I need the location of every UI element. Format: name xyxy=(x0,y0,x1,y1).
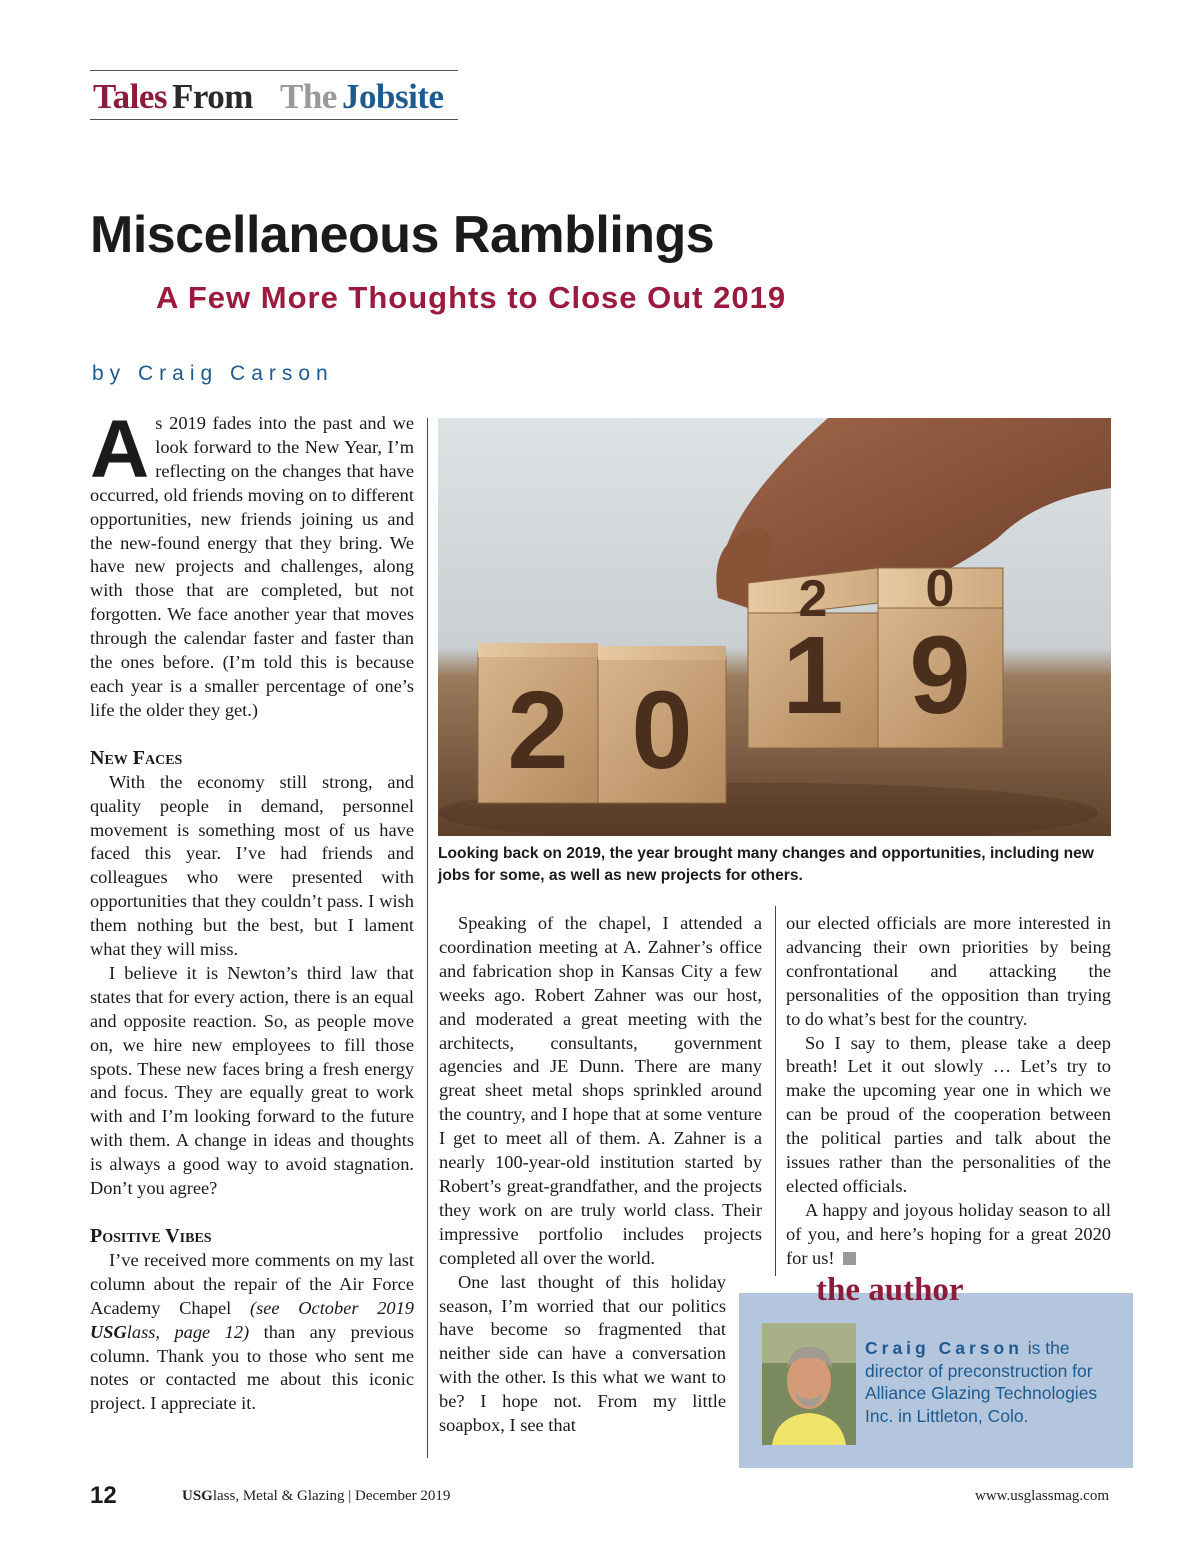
footer-pub-bold: USG xyxy=(182,1488,213,1504)
footer-separator: | xyxy=(348,1488,355,1504)
author-box xyxy=(739,1293,1133,1468)
section-tag-from: From xyxy=(172,77,253,116)
closing-text: A happy and joyous holiday season to all of you, and here’s hoping for a great 2020 for us! xyxy=(786,1199,1111,1268)
section-heading-new-faces: New Faces xyxy=(90,746,183,769)
reference-text: (see October 2019 xyxy=(249,1297,414,1318)
block-digit: 2 xyxy=(798,570,828,628)
footer-url: www.usglassmag.com xyxy=(975,1488,1110,1504)
photo-caption: Looking back on 2019, the year brought many changes and opportunities, including new jobs for some, as well as new projects for others. xyxy=(438,845,1094,884)
paragraph: With the economy still strong, and quality people in demand, personnel movement is something most of us have faced this year. I’ve had friends and colleagues who were presented with opportunities that they couldn’t pass. I wish them nothing but the best, but I lament what they will miss. xyxy=(90,771,414,960)
block-digit: 1 xyxy=(782,614,844,737)
paragraph-text: than any previous column. Thank you to those who sent me notes or contacted me about this iconic project. I appreciate it. xyxy=(90,1321,415,1414)
author-bio-text: is the director of preconstruction for Alliance Glazing Technologies Inc. in Littleton, Colo. xyxy=(865,1338,1098,1426)
paragraph: So I say to them, please take a deep breath! Let it out slowly … Let’s try to make the upcoming year one in which we can be proud of the cooperation between the political parties and talk about the issues rather than the personalities of the elected officials. xyxy=(786,1032,1111,1196)
author-bio xyxy=(865,1337,1123,1427)
section-tag-the: The xyxy=(280,77,337,116)
paragraph: Speaking of the chapel, I attended a coordination meeting at A. Zahner’s office and fabrication shop in Kansas City a few weeks ago. Robert Zahner was our host, and moderated a great meeting with the architects, consultants, government agencies and JE Dunn. There are many great sheet metal shops sprinkled around the country, and I hope that at some venture I get to meet all of them. A. Zahner is a nearly 100-year-old institution started by Robert’s great-grandfather, and the projects they work on are truly world class. Their impressive portfolio includes projects completed all over the world. xyxy=(439,913,762,1268)
footer-publication xyxy=(182,1488,450,1505)
photo-wooden-blocks xyxy=(438,418,1111,836)
drop-cap: A xyxy=(90,404,150,495)
paragraph: I believe it is Newton’s third law that states that for every action, there is an equal and opposite reaction. So, as people move on, we hire new employees to fill those spots. These new faces bring a fresh energy and focus. They are equally great to work with and I’m looking forward to the future with them. A change in ideas and thoughts is always a good way to avoid stagnation. Don’t you agree? xyxy=(90,962,414,1199)
intro-paragraph xyxy=(90,404,414,723)
paragraph: our elected officials are more interested in advancing their own priorities by being confrontational and attacking the personalities of the opposition than trying to do what’s best for the country. xyxy=(786,913,1111,1029)
article-title: Miscellaneous Ramblings xyxy=(90,206,715,264)
byline: by Craig Carson xyxy=(92,362,334,385)
article-subtitle: A Few More Thoughts to Close Out 2019 xyxy=(156,280,787,315)
paragraph xyxy=(90,1249,414,1416)
column-1 xyxy=(90,404,415,1416)
paragraph xyxy=(786,1199,1111,1271)
section-tag xyxy=(90,70,458,120)
column-divider xyxy=(427,418,428,1458)
end-mark-icon xyxy=(843,1252,856,1265)
section-heading-positive-vibes: Positive Vibes xyxy=(90,1225,212,1247)
reference-bold: USG xyxy=(90,1321,127,1342)
section-tag-jobsite: Jobsite xyxy=(342,77,444,116)
block-digit: 2 xyxy=(507,669,569,792)
intro-text: s 2019 fades into the past and we look forward to the New Year, I’m reflecting on the changes that have occurred, old friends moving on to different opportunities, new friends joining us and the new-found energy that they bring. We have new projects and challenges, along with those that are completed, but not forgotten. We face another year that moves through the calendar faster and faster than the ones before. (I’m told this is because each year is a smaller percentage of one’s life the older they get.) xyxy=(90,413,414,720)
page-number: 12 xyxy=(90,1482,117,1509)
block-digit: 0 xyxy=(631,669,693,792)
paragraph-text: I’ve received more comments on my last column about the repair of the Air Force Academy Chapel xyxy=(90,1249,414,1318)
column-divider xyxy=(775,906,776,1276)
section-tag-tales: Tales xyxy=(93,77,168,116)
author-heading: the author xyxy=(816,1272,964,1308)
block-digit: 9 xyxy=(909,614,971,737)
column-2 xyxy=(439,912,762,1438)
footer-issue: December 2019 xyxy=(355,1488,451,1504)
column-3 xyxy=(786,912,1111,1271)
author-photo xyxy=(762,1323,856,1445)
reference-end: lass, page 12) xyxy=(126,1321,250,1342)
paragraph: One last thought of this holiday season, I’m worried that our politics have become so fragmented that neither side can have a conversation with the other. Is this what we want to be? I hope not. From my little soapbox, I see that xyxy=(439,1271,726,1436)
footer-pub-rest: lass, Metal & Glazing xyxy=(212,1488,345,1504)
author-name: Craig Carson xyxy=(865,1338,1023,1358)
block-digit: 0 xyxy=(925,560,955,618)
